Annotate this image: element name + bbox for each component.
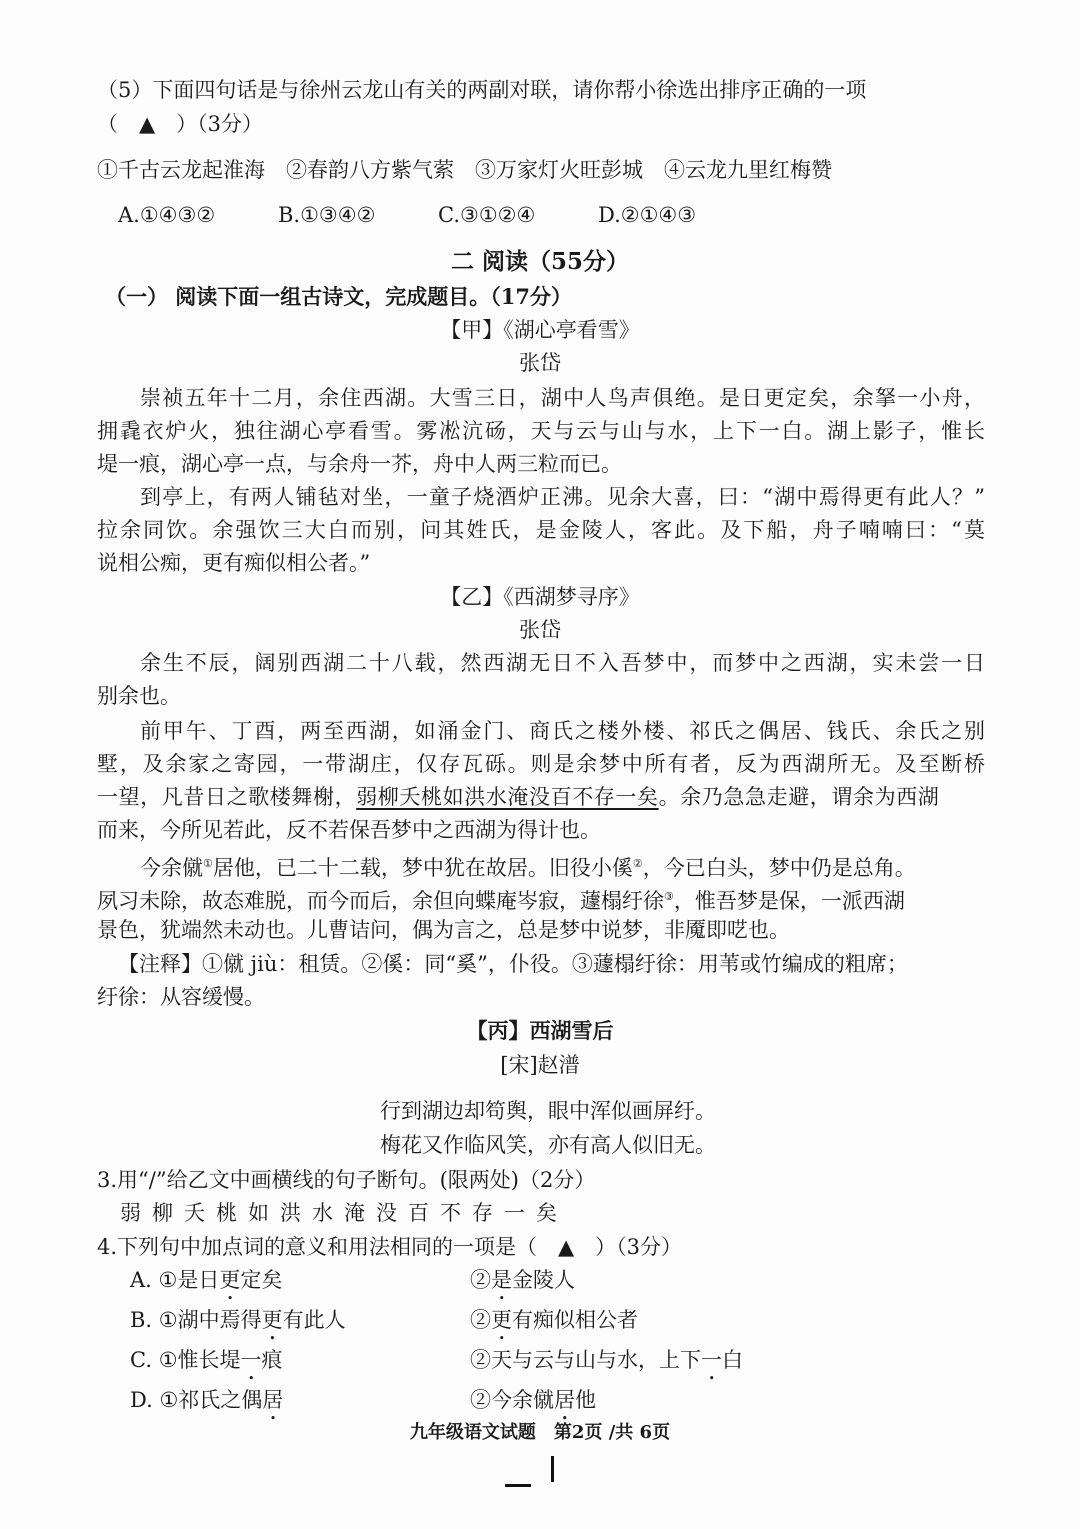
scan-mark xyxy=(505,1484,531,1487)
text-part: 一望，凡昔日之歌楼舞榭， xyxy=(97,785,357,809)
text-part: 有此人 xyxy=(282,1308,346,1332)
text-part: 定矣 xyxy=(240,1268,283,1292)
text-line: 余生不辰，阔别西湖二十八载，然西湖无日不入吾梦中，而梦中之西湖，实未尝一日 xyxy=(140,651,985,675)
text-part: 他 xyxy=(575,1388,596,1412)
q5-items: ①千古云龙起淮海 ②春韵八方紫气萦 ③万家灯火旺彭城 ④云龙九里红梅赞 xyxy=(97,158,832,182)
jia-title: 【甲】《湖心亭看雪》 xyxy=(440,318,640,342)
bing-author: [宋]赵潽 xyxy=(500,1053,580,1077)
poem-line: 梅花又作临风笑，亦有高人似旧无。 xyxy=(380,1133,716,1157)
text-part: ①是日 xyxy=(158,1268,220,1292)
q4-option-b xyxy=(130,1305,1018,1345)
option-label: D. xyxy=(130,1388,153,1412)
text-line: 景色，犹端然未动也。儿曹诘问，偶为言之，总是梦中说梦，非魇即呓也。 xyxy=(97,918,790,942)
text-part: ②今余僦 xyxy=(470,1388,554,1412)
footnote-ref: ② xyxy=(632,857,643,870)
section-sub: （一） 阅读下面一组古诗文，完成题目。（17分） xyxy=(105,284,573,309)
dotted-word: 更 xyxy=(491,1308,512,1332)
text-part: ②天与云与山与水，上下 xyxy=(470,1348,701,1372)
text-part: 白 xyxy=(722,1348,743,1372)
dotted-word: 是 xyxy=(491,1268,512,1292)
text-line xyxy=(97,882,985,916)
text-part: 有痴似相公者 xyxy=(512,1308,638,1332)
annotation: 【注释】①僦 jiù：租赁。②傒：同“奚”，仆役。③蘧榻纡徐：用苇或竹编成的粗席； xyxy=(118,952,908,976)
text-line: 拥毳衣炉火，独往湖心亭看雪。雾凇沆砀，天与云与山与水，上下一白。湖上影子，惟长 xyxy=(97,419,985,443)
dotted-word: 更 xyxy=(219,1268,241,1292)
text-line: 拉余同饮。余强饮三大白而别，问其姓氏，是金陵人，客此。及下船，舟子喃喃曰：“莫 xyxy=(97,518,985,542)
choice-a: A.①④③② xyxy=(118,203,216,227)
text-part: 夙习未除，故态难脱，而今而后，余但向蝶庵岑寂，蘧榻纡徐 xyxy=(97,889,664,913)
text-part: ，今已白头，梦中仍是总角。 xyxy=(642,856,916,880)
text-part: ①湖中焉得 xyxy=(158,1308,262,1332)
text-line: 说相公痴，更有痴似相公者。” xyxy=(97,551,371,575)
option-label: A. xyxy=(130,1268,152,1292)
choice-d: D.②①④③ xyxy=(598,203,697,227)
text-line xyxy=(97,782,985,812)
dotted-word: 居 xyxy=(554,1388,575,1412)
q4-option-a xyxy=(130,1265,1018,1305)
option-label: C. xyxy=(130,1348,152,1372)
choice-c: C.③①②④ xyxy=(438,203,536,227)
choice-b: B.①③④② xyxy=(278,203,376,227)
q4-text: 4.下列句中加点词的意义和用法相同的一项是（ ▲ ）（3分） xyxy=(97,1235,683,1259)
section-title: 二 阅读（55分） xyxy=(450,248,629,275)
dotted-word: 居 xyxy=(262,1388,284,1412)
poem-line: 行到湖边却笱舆，眼中浑似画屏纡。 xyxy=(380,1099,716,1123)
text-part: ①惟长堤 xyxy=(158,1348,241,1372)
scan-mark xyxy=(551,1456,554,1482)
annotation: 纡徐：从容缓慢。 xyxy=(97,985,265,1009)
q4-option-c xyxy=(130,1345,1018,1385)
text-line: 前甲午、丁酉，两至西湖，如涌金门、商氏之楼外楼、祁氏之偶居、钱氏、余氏之别 xyxy=(140,719,985,743)
text-part: 痕 xyxy=(261,1348,283,1372)
footnote-ref: ① xyxy=(203,857,213,870)
text-part: 金陵人 xyxy=(512,1268,575,1292)
text-line: 而来，今所见若此，反不若保吾梦中之西湖为得计也。 xyxy=(97,818,601,842)
option-label: B. xyxy=(130,1308,153,1332)
dotted-word: 一 xyxy=(240,1348,262,1372)
text-part: 今余僦 xyxy=(140,856,203,880)
jia-author: 张岱 xyxy=(519,351,561,375)
footnote-ref: ③ xyxy=(664,890,674,903)
q5-line1: （5）下面四句话是与徐州云龙山有关的两副对联，请你帮小徐选出排序正确的一项 xyxy=(97,78,867,102)
q5-line2: （ ▲ ）（3分） xyxy=(97,112,264,136)
text-line xyxy=(140,849,985,883)
text-part: 居他，已二十二载，梦中犹在故居。旧役小傒 xyxy=(212,856,633,880)
q3-text: 3.用“/”给乙文中画横线的句子断句。(限两处)（2分） xyxy=(97,1168,596,1192)
text-line: 墅，及余家之寄园，一带湖庄，仅存瓦砾。则是余梦中所有者，反为西湖所无。及至断桥 xyxy=(97,752,985,776)
text-part: ①祁氏之偶 xyxy=(159,1388,263,1412)
bing-title: 【丙】西湖雪后 xyxy=(466,1018,614,1043)
page-footer: 九年级语文试题 第2页 /共 6页 xyxy=(409,1422,671,1443)
yi-author: 张岱 xyxy=(519,618,561,642)
text-part: ② xyxy=(470,1308,491,1332)
text-line: 别余也。 xyxy=(97,684,181,708)
text-line: 堤一痕，湖心亭一点，与余舟一芥，舟中人两三粒而已。 xyxy=(97,452,622,476)
text-line: 到亭上，有两人铺毡对坐，一童子烧酒炉正沸。见余大喜，曰：“湖中焉得更有此人？” xyxy=(140,485,985,509)
text-line: 崇祯五年十二月，余住西湖。大雪三日，湖中人鸟声俱绝。是日更定矣，余拏一小舟， xyxy=(140,386,985,410)
underlined-sentence: 弱柳夭桃如洪水淹没百不存一矣 xyxy=(356,785,659,809)
text-part: ，惟吾梦是保，一派西湖 xyxy=(673,889,905,913)
q3-sentence: 弱柳夭桃如洪水淹没百不存一矣 xyxy=(120,1201,568,1225)
dotted-word: 一 xyxy=(701,1348,722,1372)
text-part: 。余乃急急走避，谓余为西湖 xyxy=(658,785,940,809)
yi-title: 【乙】《西湖梦寻序》 xyxy=(440,585,640,609)
dotted-word: 更 xyxy=(261,1308,283,1332)
text-part: ② xyxy=(470,1268,491,1292)
